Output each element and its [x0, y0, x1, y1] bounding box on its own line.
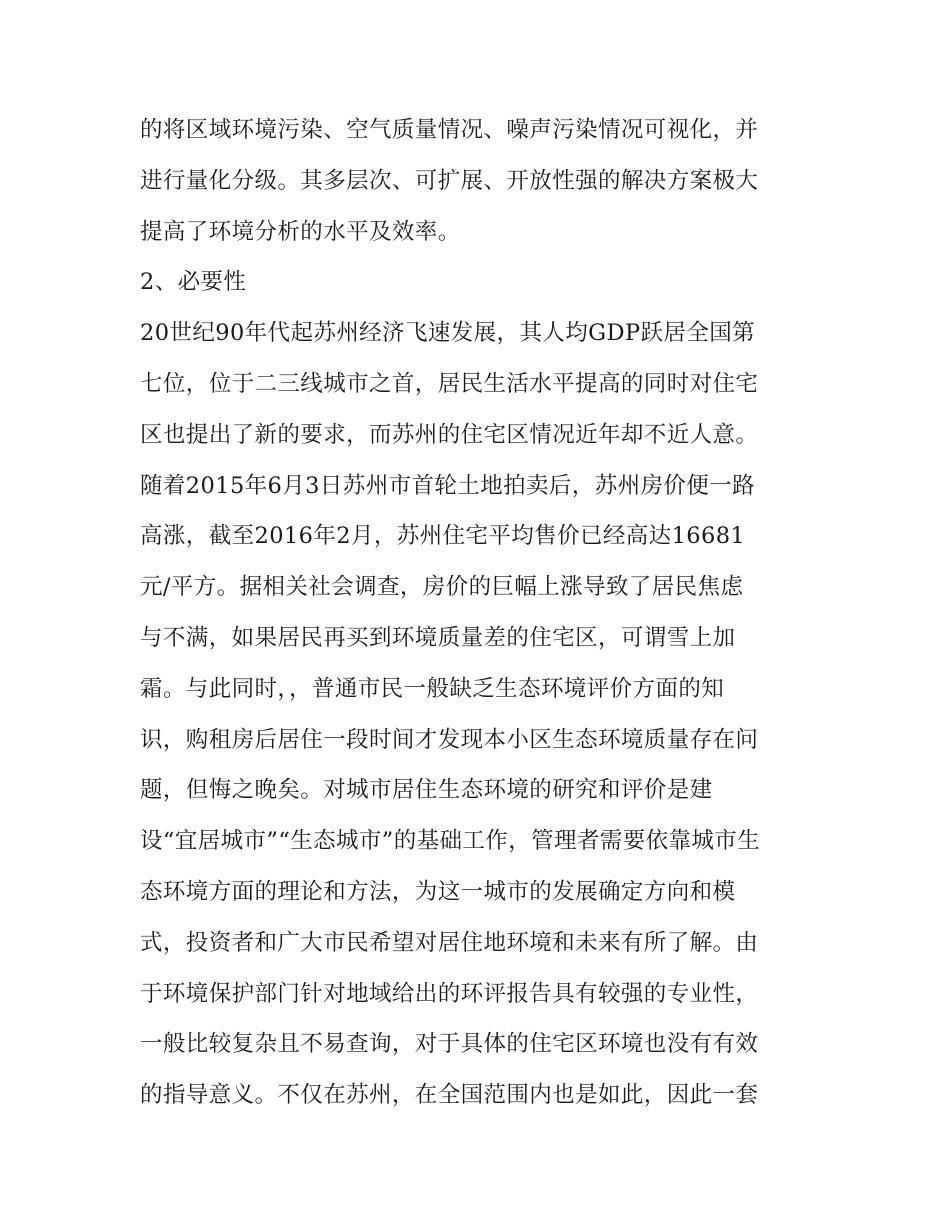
- text-line: 高涨，截至2016年2月，苏州住宅平均售价已经高达16681: [140, 523, 746, 550]
- text-line: 一般比较复杂且不易查询，对于具体的住宅区环境也没有有效: [140, 1031, 759, 1058]
- text-line: 式，投资者和广大市民希望对居住地环境和未来有所了解。由: [140, 929, 759, 956]
- text-line: 进行量化分级。其多层次、可扩展、开放性强的解决方案极大: [140, 167, 759, 194]
- text-line: 的将区域环境污染、空气质量情况、噪声污染情况可视化，并: [140, 117, 759, 143]
- text-line: 态环境方面的理论和方法，为这一城市的发展确定方向和模: [140, 878, 736, 905]
- text-line: 于环境保护部门针对地域给出的环评报告具有较强的专业性，: [140, 980, 759, 1007]
- text-line: 的指导意义。不仅在苏州，在全国范围内也是如此，因此一套: [140, 1082, 759, 1109]
- text-line: 霜。与此同时，，普通市民一般缺乏生态环境评价方面的知: [140, 675, 725, 702]
- text-line: 提高了环境分析的水平及效率。: [140, 218, 461, 245]
- text-line: 识，购租房后居住一段时间才发现本小区生态环境质量存在问: [140, 726, 759, 753]
- text-line: 七位，位于二三线城市之首，居民生活水平提高的同时对住宅: [140, 370, 759, 397]
- text-line: 元/平方。据相关社会调查，房价的巨幅上涨导致了居民焦虑: [140, 574, 744, 601]
- body-text: [140, 108, 820, 1124]
- text-line: 随着2015年6月3日苏州市首轮土地拍卖后，苏州房价便一路: [140, 472, 755, 499]
- text-line: 区也提出了新的要求，而苏州的住宅区情况近年却不近人意。: [140, 421, 759, 448]
- text-line: 题，但悔之晚矣。对城市居住生态环境的研究和评价是建: [140, 777, 713, 804]
- text-line: 与不满，如果居民再买到环境质量差的住宅区，可谓雪上加: [140, 624, 736, 651]
- text-line: 设“宜居城市”“生态城市”的基础工作，管理者需要依靠城市生: [140, 828, 761, 855]
- section-heading: 2、必要性: [140, 269, 247, 296]
- text-line: 20世纪90年代起苏州经济飞速发展，其人均GDP跃居全国第: [140, 320, 756, 347]
